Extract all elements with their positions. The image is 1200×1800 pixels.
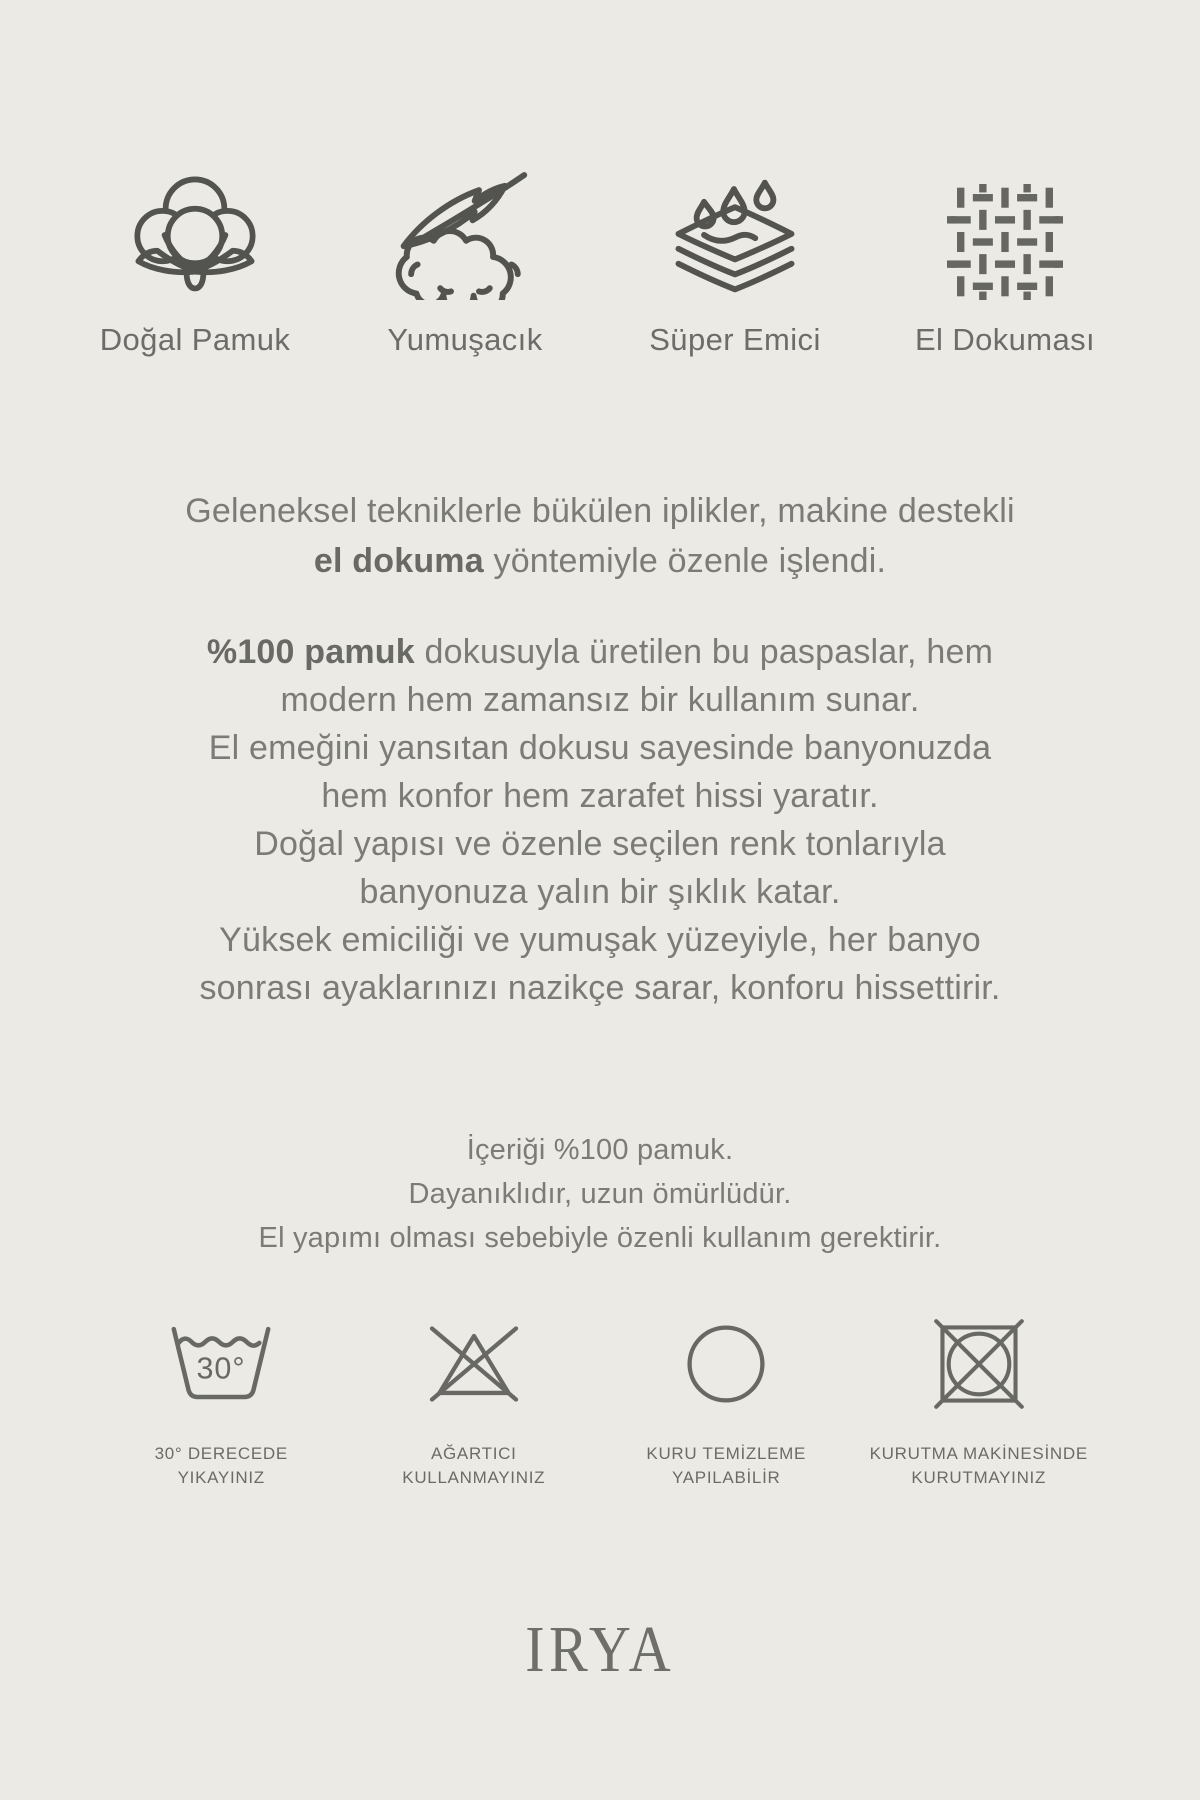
care-no-tumble-dry [853, 1314, 1106, 1490]
details-text [0, 1128, 1200, 1260]
care-label [870, 1442, 1088, 1490]
care-wash-30 [95, 1314, 348, 1490]
feature-row [60, 0, 1140, 358]
weave-icon [947, 156, 1063, 300]
absorbent-layers-icon [655, 156, 815, 300]
no-bleach-icon [418, 1314, 530, 1414]
text-line: Dayanıklıdır, uzun ömürlüdür. [408, 1178, 792, 1210]
text-line: modern hem zamansız bir kullanım sunar. [280, 681, 920, 719]
text-line: KURUTMA MAKİNESİNDE [869, 1444, 1088, 1463]
care-row [95, 1314, 1105, 1490]
brand-logo: IRYA [525, 1613, 675, 1686]
text-line: YAPILABİLİR [671, 1468, 781, 1487]
body-text [0, 628, 1200, 1012]
text-line: hem konfor hem zarafet hissi yaratır. [321, 777, 879, 815]
care-label [402, 1442, 545, 1490]
text-line: Geleneksel tekniklerle bükülen iplikler, makine destekli [185, 492, 1015, 530]
care-label [155, 1442, 288, 1490]
text-line: İçeriği %100 pamuk. [466, 1134, 734, 1166]
wash-30-icon [162, 1314, 280, 1414]
care-no-bleach [348, 1314, 601, 1490]
text-line: banyonuza yalın bir şıklık katar. [359, 873, 841, 911]
text-line: El yapımı olması sebebiyle özenli kullanım gerektirir. [258, 1222, 942, 1254]
text-line: KURUTMAYINIZ [911, 1468, 1047, 1487]
text-line: KULLANMAYINIZ [402, 1468, 546, 1487]
care-label [646, 1442, 806, 1490]
intro-text [0, 486, 1200, 586]
dry-clean-icon [684, 1314, 768, 1414]
text-line: %100 pamuk dokusuyla üretilen bu paspaslar, hem [206, 633, 994, 671]
feature-soft [330, 156, 600, 358]
cotton-icon [132, 156, 258, 300]
text-line: El emeğini yansıtan dokusu sayesinde banyonuzda [208, 729, 992, 767]
text-line: KURU TEMİZLEME [646, 1444, 807, 1463]
feature-label: Yumuşacık [387, 322, 543, 357]
text-line: Yüksek emiciliği ve yumuşak yüzeyiyle, her banyo [219, 921, 981, 959]
feature-label: Doğal Pamuk [99, 322, 291, 357]
text-line: AĞARTICI [430, 1444, 517, 1463]
feature-label: Süper Emici [649, 322, 821, 357]
feature-label: El Dokuması [914, 322, 1096, 357]
brand-area [0, 1612, 1200, 1688]
text-line: sonrası ayaklarınızı nazikçe sarar, konforu hissettirir. [199, 969, 1001, 1007]
text-line: YIKAYINIZ [177, 1468, 265, 1487]
feature-natural-cotton [60, 156, 330, 358]
text-line: Doğal yapısı ve özenle seçilen renk tonlarıyla [254, 825, 946, 863]
feather-cloud-icon [384, 156, 546, 300]
care-dry-clean [600, 1314, 853, 1490]
feature-absorbent [600, 156, 870, 358]
no-tumble-dry-icon [930, 1314, 1028, 1414]
wash-temp-label: 30° [196, 1350, 246, 1385]
text-line: 30° DERECEDE [154, 1444, 288, 1463]
text-line: el dokuma yöntemiyle özenle işlendi. [313, 542, 887, 580]
feature-handwoven [870, 156, 1140, 358]
